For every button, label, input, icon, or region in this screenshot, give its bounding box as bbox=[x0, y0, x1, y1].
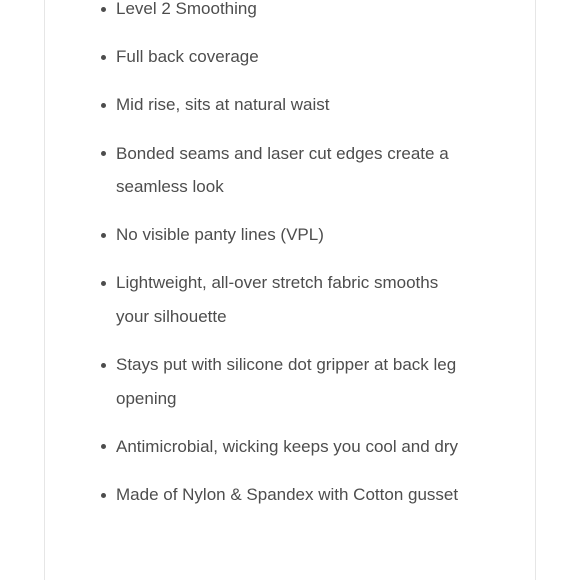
feature-text: Mid rise, sits at natural waist bbox=[116, 95, 330, 115]
bullet-icon bbox=[101, 233, 106, 238]
list-item bbox=[45, 218, 535, 252]
bullet-icon bbox=[101, 103, 106, 108]
feature-list bbox=[45, 0, 535, 526]
bullet-icon bbox=[101, 151, 106, 156]
product-features-panel bbox=[44, 0, 536, 580]
feature-text: Full back coverage bbox=[116, 47, 259, 67]
list-item bbox=[45, 430, 535, 464]
list-item bbox=[45, 0, 535, 26]
bullet-icon bbox=[101, 55, 106, 60]
feature-text: No visible panty lines (VPL) bbox=[116, 225, 324, 245]
list-item bbox=[45, 40, 535, 74]
list-item bbox=[45, 478, 535, 512]
list-item bbox=[45, 348, 535, 415]
feature-text: Bonded seams and laser cut edges create a seamless look bbox=[116, 143, 449, 197]
feature-text: Stays put with silicone dot gripper at back leg opening bbox=[116, 355, 457, 408]
bullet-icon bbox=[101, 444, 106, 449]
feature-text: Lightweight, all-over stretch fabric smooths your silhouette bbox=[116, 273, 439, 326]
list-item bbox=[45, 266, 535, 333]
list-item bbox=[45, 88, 535, 122]
feature-text: Level 2 Smoothing bbox=[116, 0, 257, 18]
feature-text: Made of Nylon & Spandex with Cotton gusset bbox=[116, 485, 459, 504]
feature-text: Antimicrobial, wicking keeps you cool and dry bbox=[116, 436, 459, 456]
bullet-icon bbox=[101, 493, 106, 498]
bullet-icon bbox=[101, 7, 106, 12]
list-item bbox=[45, 137, 535, 204]
bullet-icon bbox=[101, 281, 106, 286]
bullet-icon bbox=[101, 363, 106, 368]
